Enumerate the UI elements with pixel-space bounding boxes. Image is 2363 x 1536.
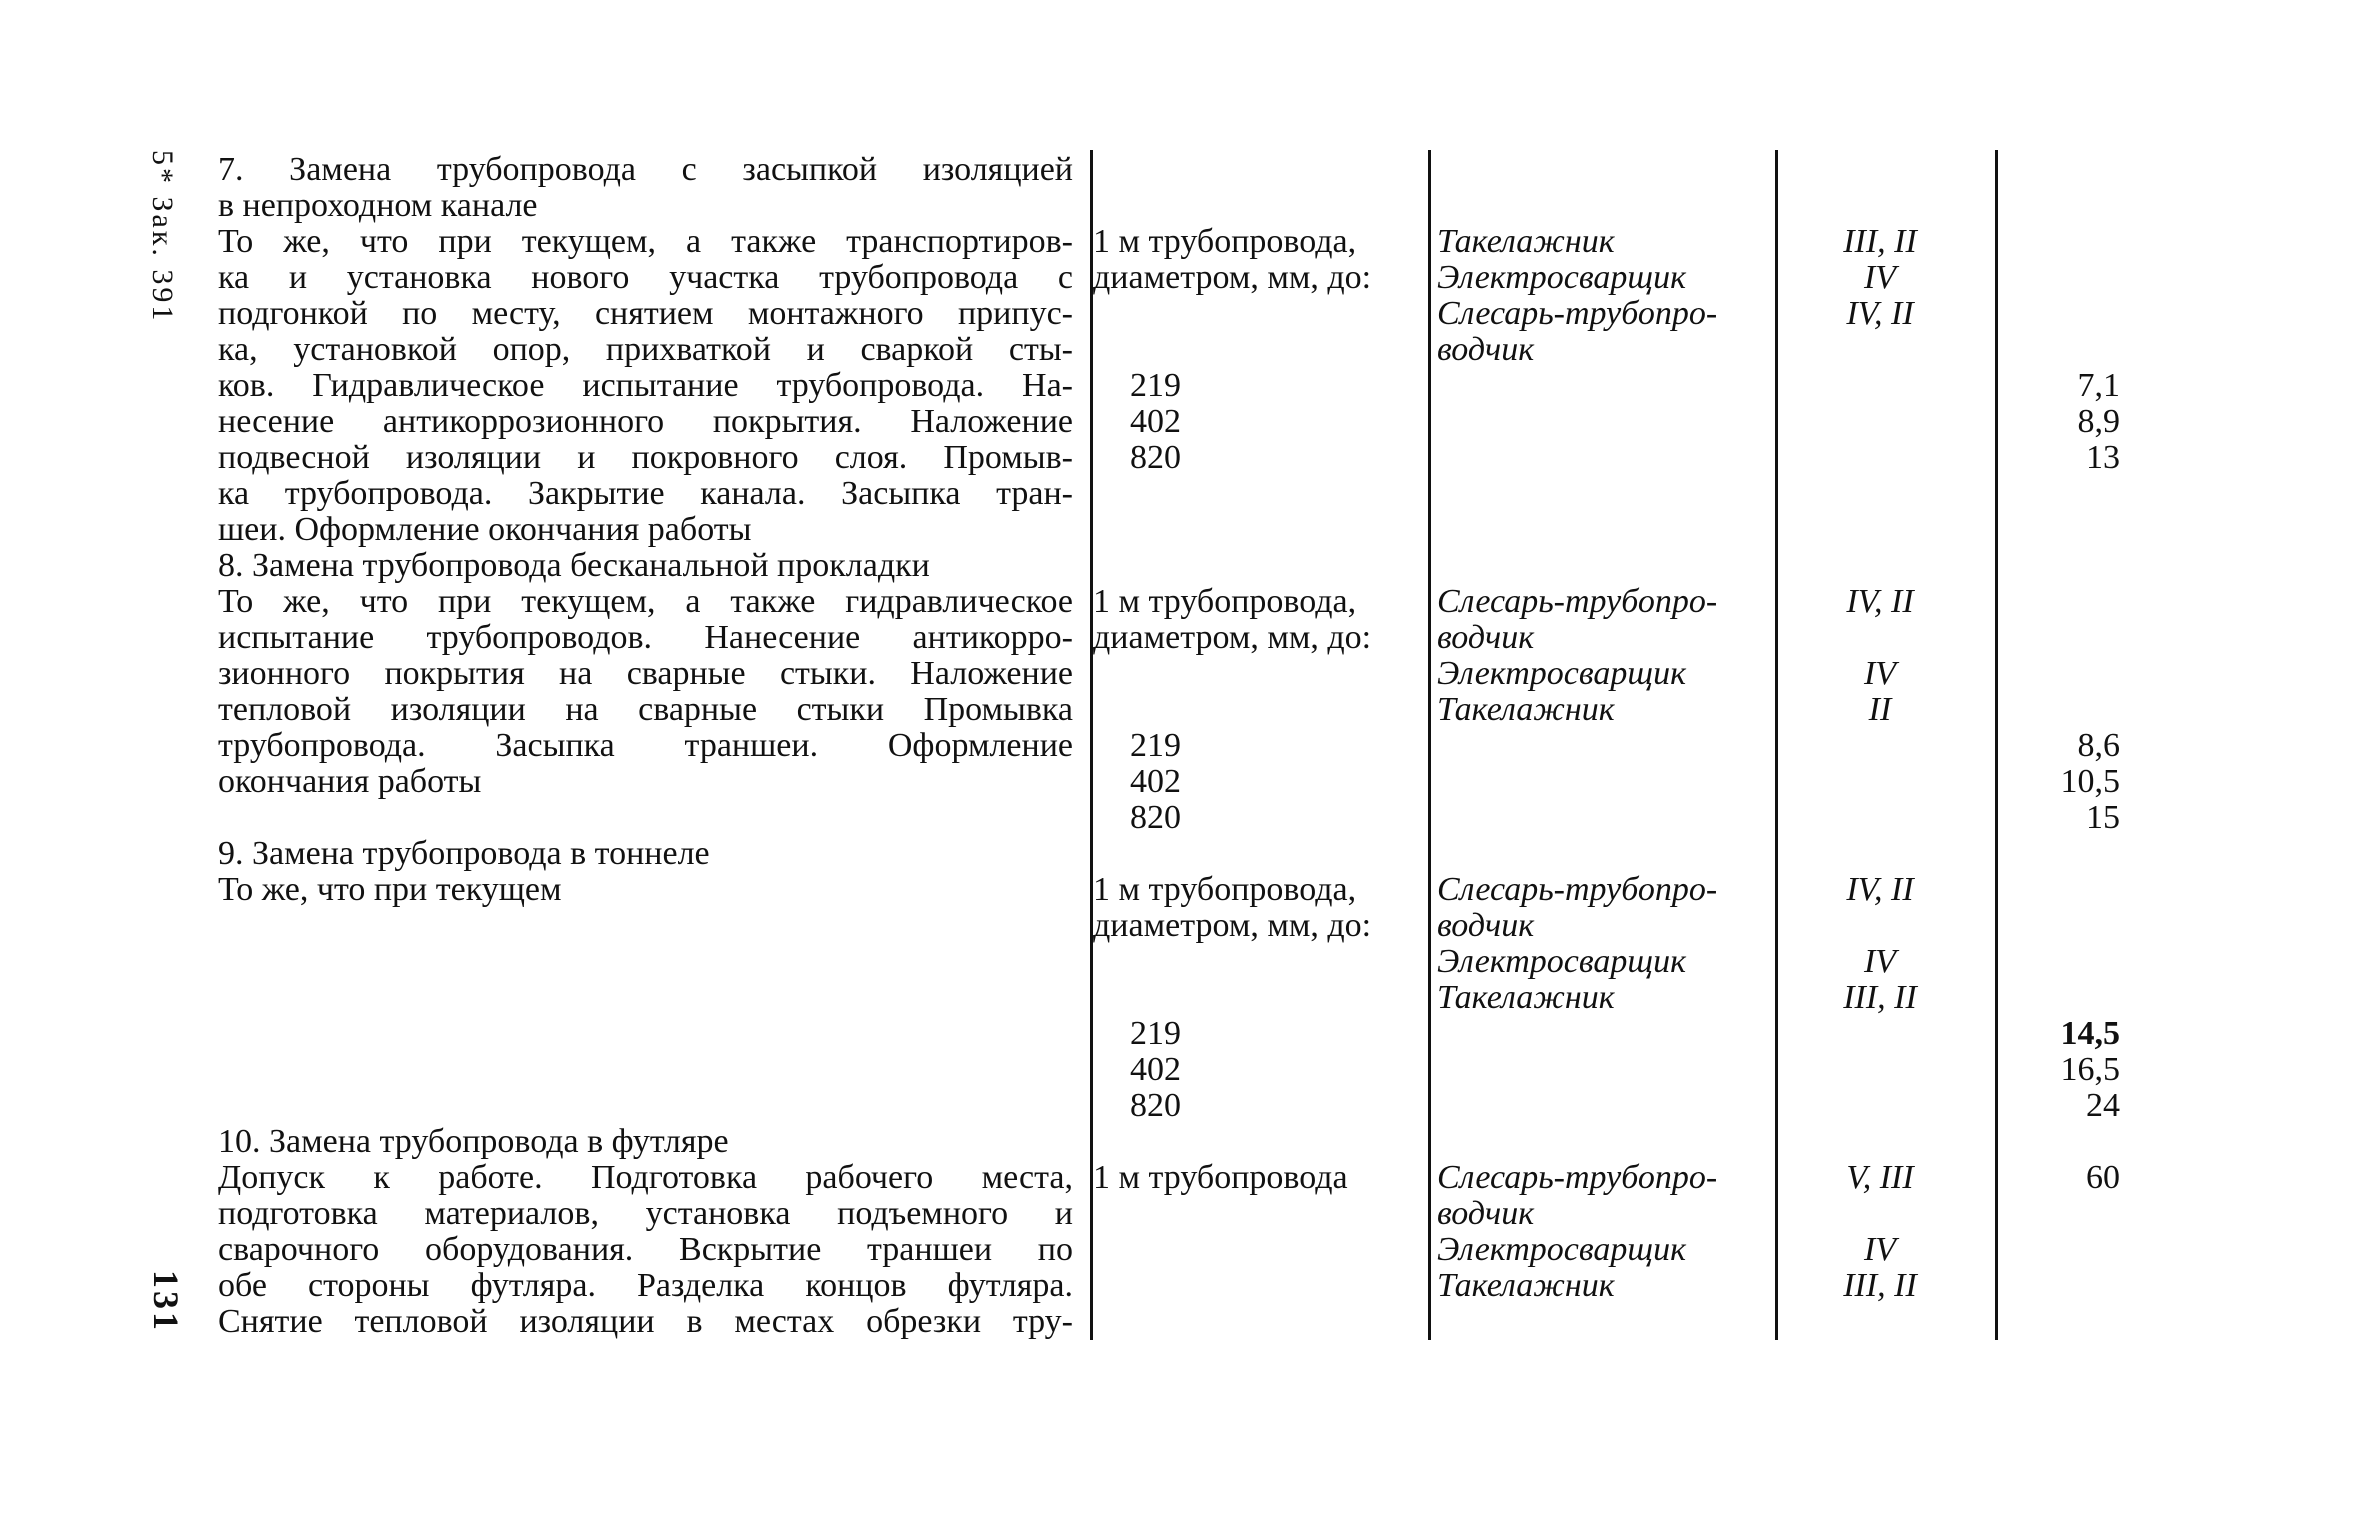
column-rule-2 [1428, 150, 1431, 1340]
row-desc-line: подготовка материалов, установка подъемного и [218, 1195, 1073, 1232]
unit-line: 1 м трубопровода, [1093, 871, 1357, 908]
row-desc-line: Снятие тепловой изоляции в местах обрезки тру- [218, 1303, 1073, 1340]
row-heading: 9. Замена трубопровода в тоннеле [218, 835, 710, 872]
norm-value: 8,9 [2077, 403, 2120, 440]
diameter-value: 219 [1130, 367, 1181, 404]
norm-value: 7,1 [2077, 367, 2120, 404]
row-desc-line: трубопровода. Засыпка траншеи. Оформление [218, 727, 1073, 764]
worker-name: Такелажник [1437, 691, 1615, 728]
worker-grade: IV [1863, 943, 1897, 980]
worker-name: водчик [1437, 907, 1535, 944]
worker-name: Электросварщик [1437, 1231, 1686, 1268]
worker-grade: IV, II [1846, 871, 1914, 908]
unit-line: диаметром, мм, до: [1093, 907, 1372, 944]
worker-name: Электросварщик [1437, 943, 1686, 980]
row-desc-line: ков. Гидравлическое испытание трубопровода. На- [218, 367, 1073, 404]
worker-grade: IV, II [1846, 583, 1914, 620]
norm-value: 10,5 [2060, 763, 2120, 800]
row-heading: 8. Замена трубопровода бесканальной прокладки [218, 547, 930, 584]
row-heading-cont: в непроходном канале [218, 187, 538, 224]
unit-line: диаметром, мм, до: [1093, 259, 1372, 296]
row-desc-line: окончания работы [218, 763, 482, 800]
margin-side-note: 5* Зак. 391 [146, 150, 179, 324]
diameter-value: 402 [1130, 1051, 1181, 1088]
norm-value: 24 [2086, 1087, 2120, 1124]
norm-value: 15 [2086, 799, 2120, 836]
norm-value: 8,6 [2077, 727, 2120, 764]
worker-name: Такелажник [1437, 223, 1615, 260]
row-desc-line: обе стороны футляра. Разделка концов футляра. [218, 1267, 1073, 1304]
norm-value: 13 [2086, 439, 2120, 476]
diameter-value: 402 [1130, 763, 1181, 800]
diameter-value: 820 [1130, 439, 1181, 476]
worker-name: Слесарь-трубопро- [1437, 295, 1718, 332]
row-desc-line: шеи. Оформление окончания работы [218, 511, 752, 548]
unit-line: 1 м трубопровода [1093, 1159, 1348, 1196]
worker-name: Такелажник [1437, 979, 1615, 1016]
row-heading: 10. Замена трубопровода в футляре [218, 1123, 729, 1160]
worker-name: Слесарь-трубопро- [1437, 583, 1718, 620]
row-desc-line: испытание трубопроводов. Нанесение антикорро- [218, 619, 1073, 656]
diameter-value: 219 [1130, 1015, 1181, 1052]
row-desc-line: несение антикоррозионного покрытия. Наложение [218, 403, 1073, 440]
worker-name: водчик [1437, 331, 1535, 368]
norm-value: 60 [2086, 1159, 2120, 1196]
worker-name: Слесарь-трубопро- [1437, 871, 1718, 908]
diameter-value: 820 [1130, 799, 1181, 836]
row-desc-line: ка и установка нового участка трубопровода с [218, 259, 1073, 296]
row-desc-line: подвесной изоляции и покровного слоя. Промыв- [218, 439, 1073, 476]
unit-line: 1 м трубопровода, [1093, 223, 1357, 260]
worker-name: Электросварщик [1437, 655, 1686, 692]
worker-grade: III, II [1843, 1267, 1917, 1304]
row-desc-line: То же, что при текущем [218, 871, 562, 908]
norm-value: 14,5 [2060, 1015, 2120, 1052]
column-rule-4 [1995, 150, 1998, 1340]
worker-grade: IV, II [1846, 295, 1914, 332]
worker-name: Слесарь-трубопро- [1437, 1159, 1718, 1196]
diameter-value: 402 [1130, 403, 1181, 440]
diameter-value: 219 [1130, 727, 1181, 764]
unit-line: 1 м трубопровода, [1093, 583, 1357, 620]
row-desc-line: тепловой изоляции на сварные стыки Промывка [218, 691, 1073, 728]
row-desc-line: То же, что при текущем, а также гидравлическое [218, 583, 1073, 620]
row-heading: 7. Замена трубопровода с засыпкой изоляцией [218, 151, 1073, 188]
row-desc-line: ка трубопровода. Закрытие канала. Засыпка тран- [218, 475, 1073, 512]
row-desc-line: сварочного оборудования. Вскрытие траншеи по [218, 1231, 1073, 1268]
row-desc-line: зионного покрытия на сварные стыки. Наложение [218, 655, 1073, 692]
worker-name: Такелажник [1437, 1267, 1615, 1304]
worker-grade: III, II [1843, 223, 1917, 260]
worker-grade: IV [1863, 655, 1897, 692]
worker-name: Электросварщик [1437, 259, 1686, 296]
page-number: 131 [146, 1270, 186, 1333]
row-desc-line: ка, установкой опор, прихваткой и сваркой сты- [218, 331, 1073, 368]
row-desc-line: подгонкой по месту, снятием монтажного припус- [218, 295, 1073, 332]
norm-value: 16,5 [2060, 1051, 2120, 1088]
diameter-value: 820 [1130, 1087, 1181, 1124]
row-desc-line: Допуск к работе. Подготовка рабочего места, [218, 1159, 1073, 1196]
worker-name: водчик [1437, 1195, 1535, 1232]
worker-grade: IV [1863, 259, 1897, 296]
worker-grade: III, II [1843, 979, 1917, 1016]
unit-line: диаметром, мм, до: [1093, 619, 1372, 656]
worker-grade: V, III [1846, 1159, 1914, 1196]
row-desc-line: То же, что при текущем, а также транспортиров- [218, 223, 1073, 260]
worker-name: водчик [1437, 619, 1535, 656]
worker-grade: IV [1863, 1231, 1897, 1268]
worker-grade: II [1868, 691, 1892, 728]
